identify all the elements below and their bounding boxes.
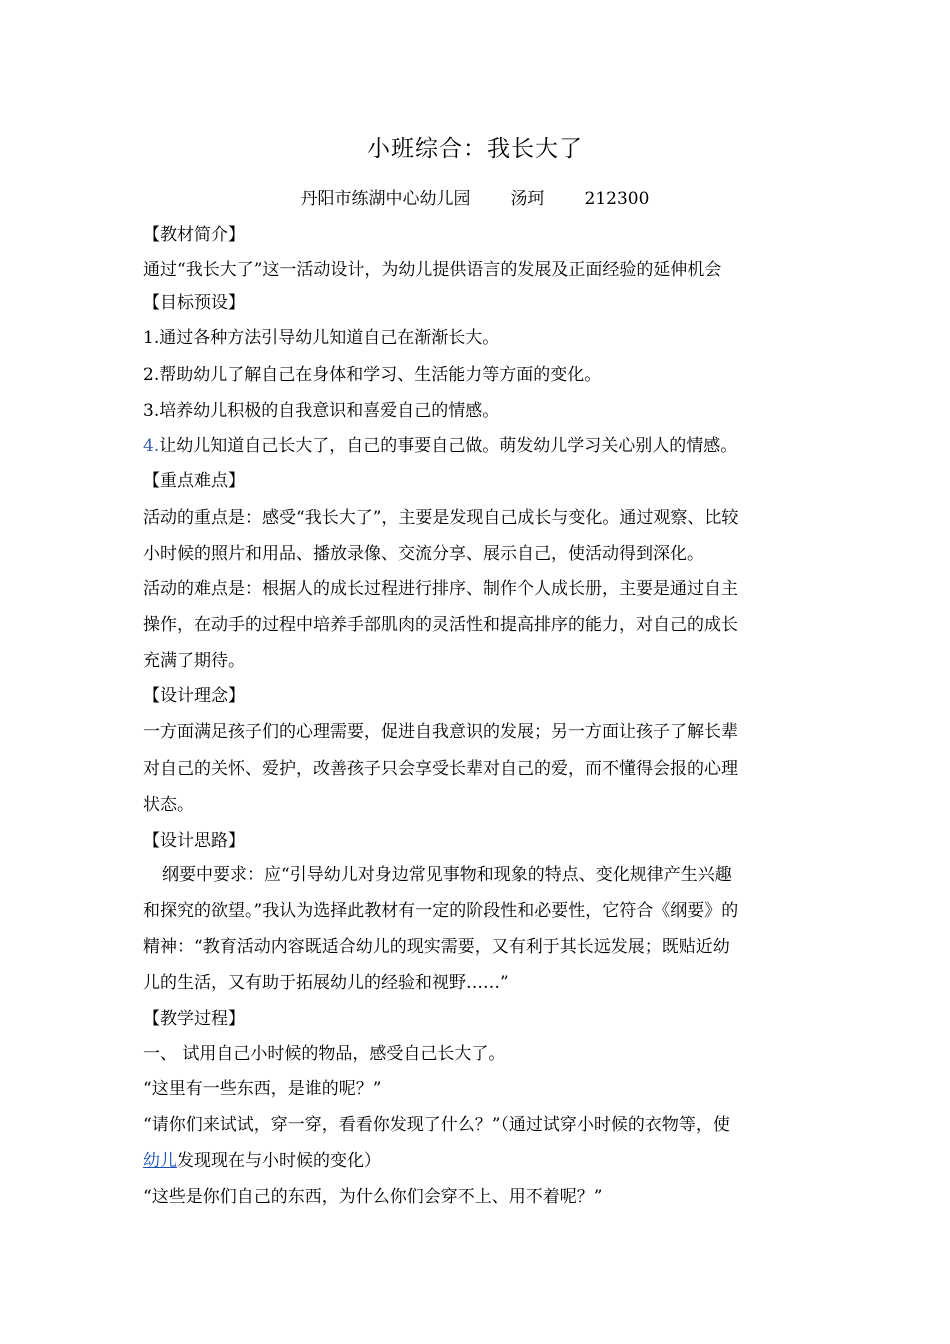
process-line (143, 1148, 823, 1174)
keypoints-line: 活动的难点是：根据人的成长过程进行排序、制作个人成长册，主要是通过自主 (143, 579, 738, 599)
goal-text: 让幼儿知道自己长大了，自己的事要自己做。萌发幼儿学习关心别人的情感。 (159, 436, 738, 456)
process-line-rest: 发现现在与小时候的变化） (177, 1151, 381, 1171)
section-heading-goals: 【目标预设】 (143, 293, 245, 313)
idea-line: 精神：“教育活动内容既适合幼儿的现实需要，又有利于其长远发展；既贴近幼 (143, 937, 730, 957)
process-line: “请你们来试试，穿一穿，看看你发现了什么？”（通过试穿小时候的衣物等，使 (143, 1115, 730, 1135)
intro-text: 通过“我长大了”这一活动设计，为幼儿提供语言的发展及正面经验的延伸机会 (143, 260, 722, 280)
keypoints-line: 小时候的照片和用品、播放录像、交流分享、展示自己，使活动得到深化。 (143, 544, 704, 564)
concept-line: 一方面满足孩子们的心理需要，促进自我意识的发展；另一方面让孩子了解长辈 (143, 722, 738, 742)
section-heading-process: 【教学过程】 (143, 1009, 245, 1029)
section-heading-keypoints: 【重点难点】 (143, 471, 245, 491)
author-line (0, 186, 950, 212)
idea-line: 和探究的欲望。”我认为选择此教材有一定的阶段性和必要性，它符合《纲要》的 (143, 901, 739, 921)
author-name: 汤珂 (510, 189, 545, 209)
goal-item: 2.帮助幼儿了解自己在身体和学习、生活能力等方面的变化。 (143, 365, 602, 385)
process-line: 一、 试用自己小时候的物品，感受自己长大了。 (143, 1044, 506, 1064)
keypoints-line: 操作，在动手的过程中培养手部肌肉的灵活性和提高排序的能力，对自己的成长 (143, 615, 738, 635)
section-heading-concept: 【设计理念】 (143, 686, 245, 706)
section-heading-idea: 【设计思路】 (143, 831, 245, 851)
concept-line: 对自己的关怀、爱护，改善孩子只会享受长辈对自己的爱，而不懂得会报的心理 (143, 759, 738, 779)
keypoints-line: 充满了期待。 (143, 651, 245, 671)
glossary-link[interactable]: 幼儿 (143, 1151, 177, 1171)
concept-line: 状态。 (143, 795, 194, 815)
postcode: 212300 (584, 189, 650, 209)
idea-line: 儿的生活，又有助于拓展幼儿的经验和视野……” (143, 973, 509, 993)
goal-item (143, 433, 823, 459)
goal-item: 1.通过各种方法引导幼儿知道自己在渐渐长大。 (143, 328, 500, 348)
goal-item: 3.培养幼儿积极的自我意识和喜爱自己的情感。 (143, 401, 500, 421)
section-heading-intro: 【教材简介】 (143, 225, 245, 245)
school-name: 丹阳市练湖中心幼儿园 (300, 189, 471, 209)
idea-line: 纲要中要求：应“引导幼儿对身边常见事物和现象的特点、变化规律产生兴趣 (162, 865, 732, 885)
goal-number: 4. (143, 436, 160, 456)
process-line: “这里有一些东西，是谁的呢？” (143, 1079, 382, 1099)
process-line: “这些是你们自己的东西，为什么你们会穿不上、用不着呢？” (143, 1187, 603, 1207)
keypoints-line: 活动的重点是：感受“我长大了”，主要是发现自己成长与变化。通过观察、比较 (143, 508, 739, 528)
document-title: 小班综合：我长大了 (367, 136, 583, 162)
